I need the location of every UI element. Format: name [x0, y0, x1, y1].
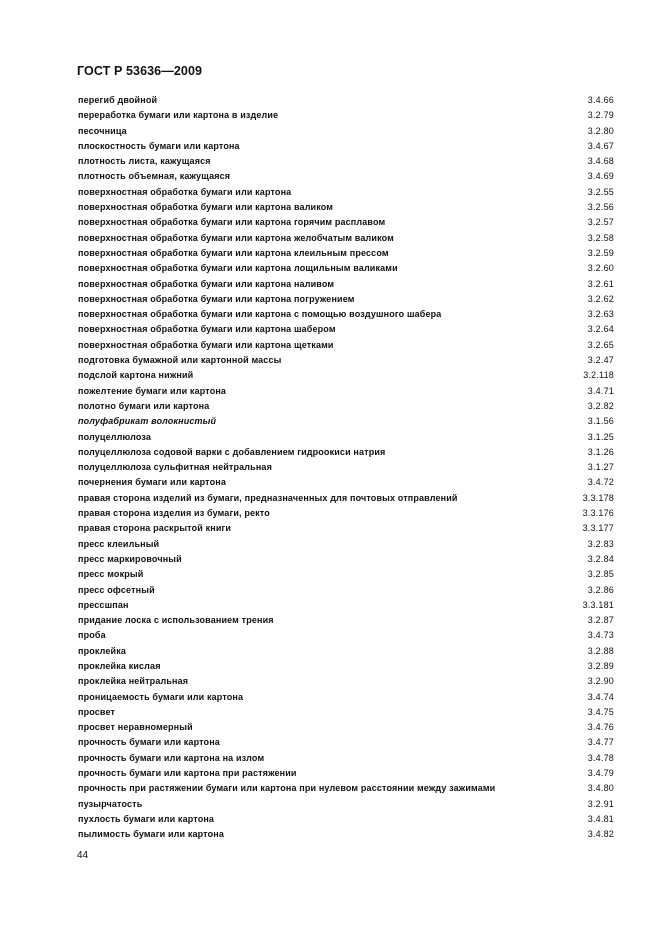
index-reference: 3.2.79	[587, 110, 614, 121]
index-entry	[78, 766, 614, 781]
index-entry	[78, 93, 614, 108]
index-reference: 3.4.73	[587, 630, 614, 641]
index-term: пухлость бумаги или картона	[78, 813, 215, 824]
index-reference: 3.4.80	[587, 783, 614, 794]
index-reference: 3.4.82	[587, 829, 614, 840]
index-term: полуфабрикат волокнистый	[78, 416, 217, 427]
index-term: полуцеллюлоза сульфитная нейтральная	[78, 462, 272, 473]
index-term: правая сторона раскрытой книги	[78, 523, 232, 534]
index-reference: 3.4.81	[587, 813, 614, 824]
index-entry	[78, 705, 614, 720]
index-reference: 3.2.91	[587, 798, 614, 809]
index-entry	[78, 322, 614, 337]
index-term: правая сторона изделий из бумаги, предназначенных для почтовых отправлений	[78, 492, 458, 503]
index-list	[78, 93, 614, 843]
index-reference: 3.1.25	[587, 431, 614, 442]
index-entry	[78, 613, 614, 628]
index-term: полуцеллюлоза содовой варки с добавлением гидроокиси натрия	[78, 446, 386, 457]
index-reference: 3.4.78	[587, 752, 614, 763]
index-term: поверхностная обработка бумаги или картона шабером	[78, 324, 336, 335]
index-term: проба	[78, 630, 106, 641]
index-reference: 3.4.76	[587, 722, 614, 733]
index-entry	[78, 491, 614, 506]
index-reference: 3.2.88	[587, 645, 614, 656]
index-reference: 3.1.26	[587, 446, 614, 457]
index-reference: 3.3.181	[582, 599, 614, 610]
index-term: прочность при растяжении бумаги или картона при нулевом расстоянии между зажимами	[78, 783, 496, 794]
index-term: пресс мокрый	[78, 569, 144, 580]
index-entry	[78, 246, 614, 261]
index-entry	[78, 277, 614, 292]
index-term: пресс офсетный	[78, 584, 155, 595]
index-reference: 3.4.74	[587, 691, 614, 702]
index-term: переработка бумаги или картона в изделие	[78, 110, 279, 121]
index-term: перегиб двойной	[78, 95, 158, 105]
index-term: прочность бумаги или картона на излом	[78, 752, 265, 763]
index-term: проклейка нейтральная	[78, 676, 189, 687]
index-term: пресс маркировочный	[78, 553, 182, 564]
index-entry	[78, 460, 614, 475]
index-entry	[78, 537, 614, 552]
index-term: прессшпан	[78, 599, 129, 610]
index-reference: 3.2.118	[583, 370, 614, 381]
index-reference: 3.2.61	[587, 278, 614, 289]
index-reference: 3.2.63	[587, 309, 614, 320]
index-term: поверхностная обработка бумаги или картона с помощью воздушного шабера	[78, 309, 442, 320]
index-term: поверхностная обработка бумаги или картона желобчатым валиком	[78, 232, 394, 243]
index-entry	[78, 583, 614, 598]
index-reference: 3.4.77	[587, 737, 614, 748]
index-entry	[78, 414, 614, 429]
index-reference: 3.2.84	[587, 553, 614, 564]
index-term: подготовка бумажной или картонной массы	[78, 355, 282, 366]
index-term: проклейка кислая	[78, 660, 161, 671]
index-term: поверхностная обработка бумаги или картона щетками	[78, 339, 334, 350]
index-term: плотность объемная, кажущаяся	[78, 171, 231, 182]
index-term: правая сторона изделия из бумаги, ректо	[78, 508, 270, 519]
index-reference: 3.4.69	[587, 171, 614, 182]
index-entry	[78, 445, 614, 460]
index-entry	[78, 231, 614, 246]
index-term: поверхностная обработка бумаги или картона клеильным прессом	[78, 247, 389, 258]
index-reference: 3.4.71	[587, 385, 614, 396]
index-reference: 3.4.75	[587, 706, 614, 717]
index-reference: 3.2.47	[587, 355, 614, 366]
index-reference: 3.4.79	[587, 768, 614, 779]
index-term: песочница	[78, 125, 127, 136]
index-entry	[78, 154, 614, 169]
index-reference: 3.2.83	[587, 538, 614, 549]
index-entry	[78, 827, 614, 842]
document-header: ГОСТ Р 53636—2009	[77, 64, 203, 78]
index-term: пожелтение бумаги или картона	[78, 385, 227, 396]
index-entry	[78, 751, 614, 766]
index-reference: 3.2.90	[587, 676, 614, 687]
index-term: придание лоска с использованием трения	[78, 615, 274, 626]
index-entry	[78, 399, 614, 414]
index-term: проклейка	[78, 645, 127, 656]
index-term: просвет неравномерный	[78, 722, 193, 733]
index-reference: 3.3.178	[582, 492, 614, 503]
index-entry	[78, 215, 614, 230]
index-term: поверхностная обработка бумаги или картона наливом	[78, 278, 335, 289]
index-term: плоскостность бумаги или картона	[78, 140, 240, 151]
index-entry	[78, 139, 614, 154]
index-term: поверхностная обработка бумаги или картона погружением	[78, 293, 355, 304]
index-entry	[78, 169, 614, 184]
index-reference: 3.2.64	[587, 324, 614, 335]
index-entry	[78, 384, 614, 399]
index-reference: 3.2.58	[587, 232, 614, 243]
index-reference: 3.2.62	[587, 293, 614, 304]
index-reference: 3.2.86	[587, 584, 614, 595]
index-term: полуцеллюлоза	[78, 431, 152, 442]
index-reference: 3.3.176	[582, 508, 614, 519]
index-term: поверхностная обработка бумаги или картона горячим расплавом	[78, 217, 386, 228]
index-entry	[78, 307, 614, 322]
index-term: поверхностная обработка бумаги или картона	[78, 186, 292, 197]
index-entry	[78, 690, 614, 705]
index-entry	[78, 552, 614, 567]
index-term: проницаемость бумаги или картона	[78, 691, 244, 702]
index-entry	[78, 659, 614, 674]
index-term: полотно бумаги или картона	[78, 400, 210, 411]
index-reference: 3.2.60	[587, 263, 614, 274]
index-entry	[78, 674, 614, 689]
index-term: прочность бумаги или картона при растяжении	[78, 768, 297, 779]
index-term: пылимость бумаги или картона	[78, 829, 224, 840]
index-entry	[78, 200, 614, 215]
index-term: подслой картона нижний	[78, 370, 194, 381]
index-reference: 3.2.56	[587, 202, 614, 213]
index-entry	[78, 506, 614, 521]
index-reference: 3.2.87	[587, 615, 614, 626]
index-entry	[78, 598, 614, 613]
index-reference: 3.2.85	[587, 569, 614, 580]
index-entry	[78, 353, 614, 368]
index-entry	[78, 108, 614, 123]
index-reference: 3.1.56	[587, 416, 614, 427]
index-entry	[78, 628, 614, 643]
index-reference: 3.2.89	[587, 660, 614, 671]
index-entry	[78, 475, 614, 490]
index-reference: 3.4.67	[587, 140, 614, 151]
index-term: плотность листа, кажущаяся	[78, 156, 211, 167]
index-term: прочность бумаги или картона	[78, 737, 220, 748]
index-reference: 3.3.177	[582, 523, 614, 534]
index-reference: 3.2.59	[587, 247, 614, 258]
index-entry	[78, 797, 614, 812]
index-term: просвет	[78, 706, 116, 717]
index-term: пресс клеильный	[78, 538, 160, 549]
index-entry	[78, 812, 614, 827]
index-reference: 3.2.57	[587, 217, 614, 228]
index-reference: 3.4.66	[587, 95, 614, 105]
index-entry	[78, 781, 614, 796]
index-entry	[78, 124, 614, 139]
index-reference: 3.2.65	[587, 339, 614, 350]
index-reference: 3.2.80	[587, 125, 614, 136]
index-term: поверхностная обработка бумаги или картона лощильным валиками	[78, 263, 398, 274]
index-term: пузырчатость	[78, 798, 143, 809]
index-reference: 3.2.82	[587, 400, 614, 411]
index-entry	[78, 338, 614, 353]
index-term: поверхностная обработка бумаги или картона валиком	[78, 202, 334, 213]
index-reference: 3.4.72	[587, 477, 614, 488]
index-entry	[78, 735, 614, 750]
index-term: почернения бумаги или картона	[78, 477, 227, 488]
index-entry	[78, 521, 614, 536]
index-reference: 3.4.68	[587, 156, 614, 167]
page-number: 44	[77, 850, 89, 861]
index-entry	[78, 567, 614, 582]
index-entry	[78, 644, 614, 659]
index-entry	[78, 430, 614, 445]
index-entry	[78, 185, 614, 200]
index-entry	[78, 292, 614, 307]
index-entry	[78, 720, 614, 735]
index-entry	[78, 368, 614, 383]
index-reference: 3.1.27	[587, 462, 614, 473]
index-entry	[78, 261, 614, 276]
index-reference: 3.2.55	[587, 186, 614, 197]
